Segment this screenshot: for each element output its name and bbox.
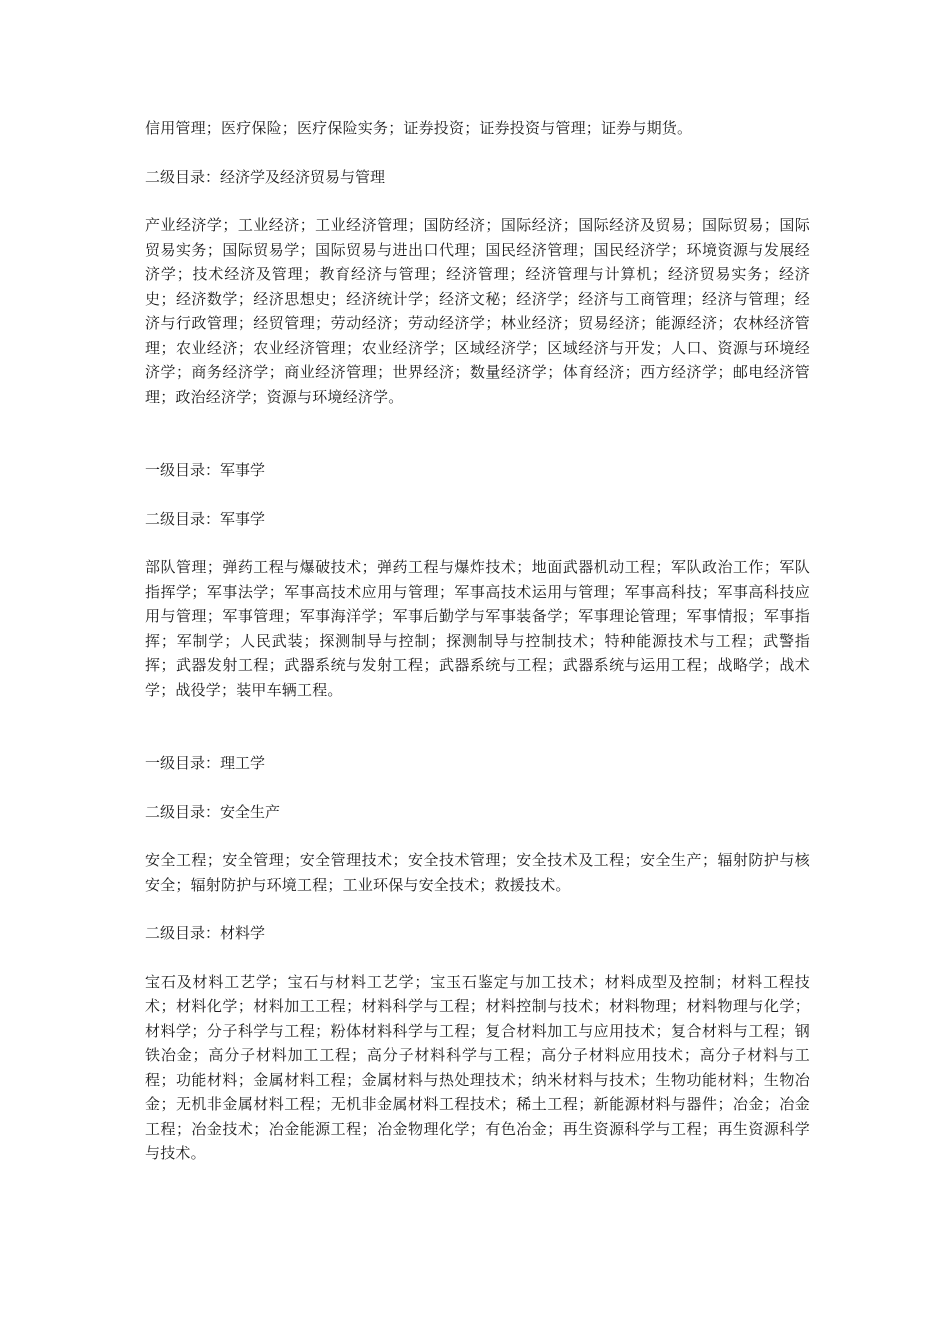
materials-subcategory-heading: 二级目录：材料学 xyxy=(145,924,266,942)
finance-list-paragraph: 信用管理；医疗保险；医疗保险实务；证券投资；证券投资与管理；证券与期货。 xyxy=(145,119,693,137)
military-subcategory-heading: 二级目录：军事学 xyxy=(145,509,266,528)
military-category-heading: 一级目录：军事学 xyxy=(145,461,266,479)
document-page xyxy=(145,116,810,1166)
safety-subcategory-heading: 二级目录：安全生产 xyxy=(145,802,281,821)
military-list-paragraph: 部队管理；弹药工程与爆破技术；弹药工程与爆炸技术；地面武器机动工程；军队政治工作；军队指挥学；军事法学；军事高技术应用与管理；军事高技术运用与管理；军事高科技；军事高科技应用与管理；军事管理；军事海洋学；军事后勤学与军事装备学；军事理论管理；军事情报；军事指挥；军制学；人民武装；探测制导与控制；探测制导与控制技术；特种能源技术与工程；武警指挥；武器发射工程；武器系统与发射工程；武器系统与工程；武器系统与运用工程；战略学；战术学；战役学；装甲车辆工程。 xyxy=(145,558,810,699)
economics-list-paragraph: 产业经济学；工业经济；工业经济管理；国防经济；国际经济；国际经济及贸易；国际贸易；国际贸易实务；国际贸易学；国际贸易与进出口代理；国民经济管理；国民经济学；环境资源与发展经济学；技术经济及管理；教育经济与管理；经济管理；经济管理与计算机；经济贸易实务；经济史；经济数学；经济思想史；经济统计学；经济文秘；经济学；经济与工商管理；经济与管理；经济与行政管理；经贸管理；劳动经济；劳动经济学；林业经济；贸易经济；能源经济；农林经济管理；农业经济；农业经济管理；农业经济学；区域经济学；区域经济与开发；人口、资源与环境经济学；商务经济学；商业经济管理；世界经济；数量经济学；体育经济；西方经济学；邮电经济管理；政治经济学；资源与环境经济学。 xyxy=(145,216,810,406)
safety-list-paragraph: 安全工程；安全管理；安全管理技术；安全技术管理；安全技术及工程；安全生产；辐射防护与核安全；辐射防护与环境工程；工业环保与安全技术；救援技术。 xyxy=(145,851,810,894)
science-engineering-category-heading: 一级目录：理工学 xyxy=(145,754,266,772)
materials-list-paragraph: 宝石及材料工艺学；宝石与材料工艺学；宝玉石鉴定与加工技术；材料成型及控制；材料工程技术；材料化学；材料加工工程；材料科学与工程；材料控制与技术；材料物理；材料物理与化学；材料学；分子科学与工程；粉体材料科学与工程；复合材料加工与应用技术；复合材料与工程；钢铁冶金；高分子材料加工工程；高分子材料科学与工程；高分子材料应用技术；高分子材料与工程；功能材料；金属材料工程；金属材料与热处理技术；纳米材料与技术；生物功能材料；生物冶金；无机非金属材料工程；无机非金属材料工程技术；稀土工程；新能源材料与器件；冶金；冶金工程；冶金技术；冶金能源工程；冶金物理化学；有色冶金；再生资源科学与工程；再生资源科学与技术。 xyxy=(145,972,810,1162)
economics-subcategory-heading: 二级目录：经济学及经济贸易与管理 xyxy=(145,167,386,186)
